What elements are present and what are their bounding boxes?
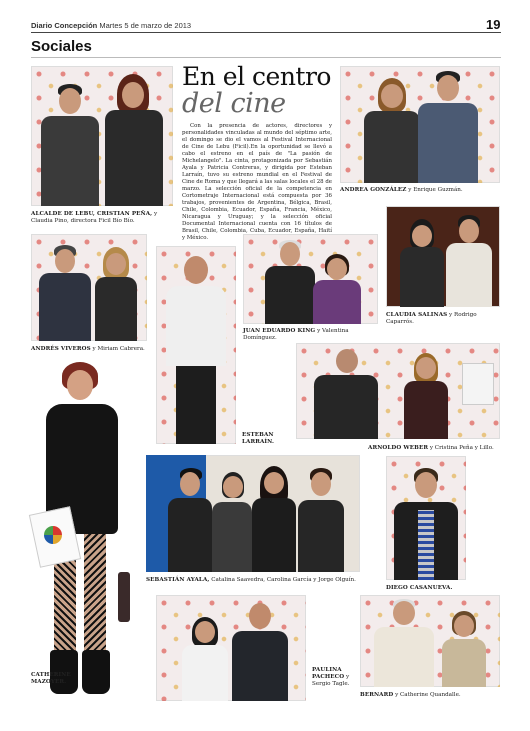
caption-esteban-larrain: ESTEBAN LARRAÍN. [242,432,275,445]
photo-arnoldo-weber [296,343,500,439]
caption-bernard: BERNARD y Catherine Quandalle. [360,692,461,698]
photo-juan-eduardo-king [243,234,378,324]
section-title: Sociales [31,38,92,55]
section-rule [31,57,501,58]
newspaper-name: Diario Concepción [31,21,98,30]
caption-arnoldo-weber: ARNOLDO WEBER y Cristina Peña y Lillo. [368,445,494,451]
photo-catherine-mazoyer [32,362,144,702]
header-rule [31,32,501,33]
photo-paulina-pacheco [156,595,306,701]
photo-andrea-gonzalez [340,66,500,183]
page-number: 19 [486,17,501,32]
caption-claudia-salinas: CLAUDIA SALINAS y Rodrigo Caparrós. [386,312,477,325]
article-body [182,123,332,242]
headline-line2: del cine [182,88,286,119]
headline-line1: En el centro [182,62,331,91]
caption-paulina-pacheco: PAULINA PACHECO y Sergio Tagle. [312,667,350,687]
photo-esteban-larrain [156,246,236,444]
photo-sebastian-ayala [146,455,360,572]
photo-diego-casanueva [386,456,466,580]
caption-andrea-gonzalez: ANDREA GONZÁLEZ y Enrique Guzmán. [340,187,463,193]
caption-andres-viveros: ANDRÉS VIVEROS y Miriam Cabrera. [31,346,145,352]
issue-date: Martes 5 de marzo de 2013 [99,21,192,30]
caption-diego-casanueva: DIEGO CASANUEVA. [386,585,453,591]
article-paragraph: Con la presencia de actores, directores y personalidades vinculadas al mundo del séptimo arte, el domingo se dio el vamos al Festival Internacional de Cine de Lebu (Ficil).En la oportunidad se llevó a cabo el estreno en el país de "La pasión de Michelangelo". La cinta, protagonizada por Sebastián Ayala y Patricia Contreras, y dirigida por Esteban Larraín, tuvo su estreno mundial en el Festival de Cine de Roma y que llegará a las salas locales el 28 de marzo. La selección oficial de la competencia en Cortometraje Internacional está compuesta por 36 trabajos, provenientes de Argentina, Bélgica, Brasil, Chile, Colombia, Ecuador, España, Francia, México, Nicaragua y Uruguay; y la selección oficial Documental Internacional cuenta con 16 títulos de Brasil, Chile, Colombia, Cuba, Ecuador, España, Haití y México. [182,123,332,241]
caption-sebastian-ayala: SEBASTIÁN AYALA, Catalina Saavedra, Carolina García y Jorge Olguín. [146,577,356,583]
photo-alcalde-lebu [31,66,173,206]
caption-alcalde-lebu: ALCALDE DE LEBU, CRISTIAN PEÑA, y Claudia Pino, directora Ficil Bío Bío. [31,211,158,224]
photo-andres-viveros [31,234,147,341]
newspaper-header [31,21,191,30]
caption-catherine-mazoyer: CATHERINE MAZOYER. [31,672,71,685]
caption-juan-eduardo-king: JUAN EDUARDO KING y Valentina Domínguez. [243,328,349,341]
photo-claudia-salinas [386,206,500,307]
photo-bernard [360,595,500,687]
